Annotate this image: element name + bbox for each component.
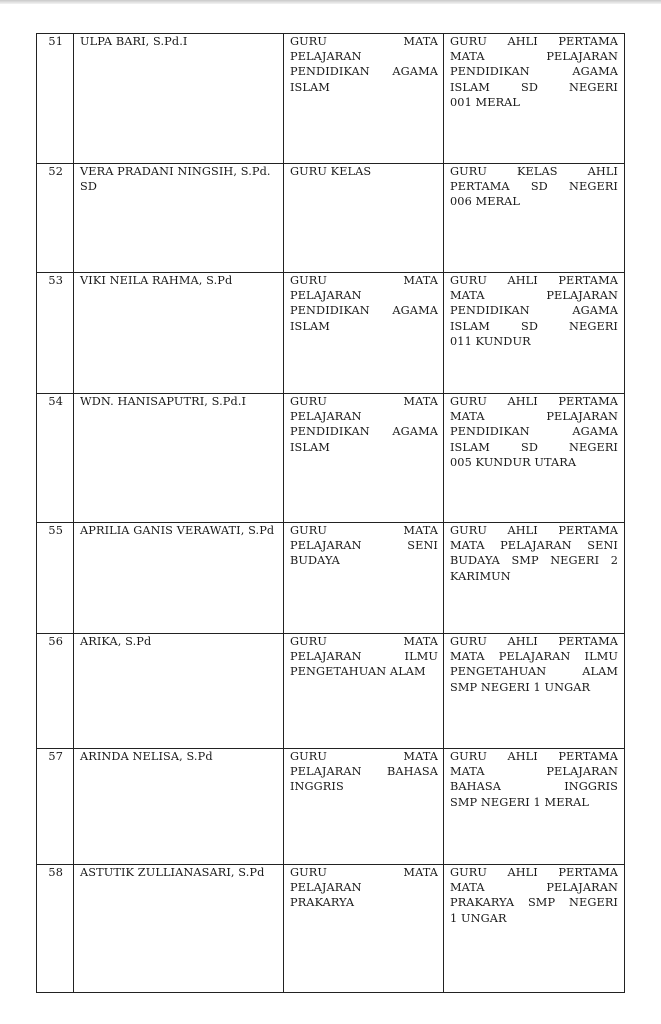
assignment-line: ISLAM SD NEGERI [450, 80, 618, 94]
assignment-line: 001 MERAL [450, 95, 521, 109]
assignment-line: GURU AHLI PERTAMA [450, 866, 618, 879]
position-line: PENDIDIKAN AGAMA [290, 425, 438, 439]
row-number: 53 [48, 274, 63, 287]
row-number: 57 [48, 750, 63, 763]
assignment-line: 011 KUNDUR [450, 334, 531, 348]
assignment-line: GURU AHLI PERTAMA [450, 524, 618, 537]
position-line: PELAJARAN [290, 289, 362, 303]
table-row [37, 749, 625, 865]
assignment-line: GURU AHLI PERTAMA [450, 395, 618, 408]
row-number-cell [37, 164, 74, 273]
row-number-cell [37, 34, 74, 164]
position-line: PELAJARAN SENI [290, 539, 438, 553]
assignment-text [444, 394, 624, 470]
employee-name: ASTUTIK ZULLIANASARI, S.Pd [80, 866, 265, 879]
position-text [284, 749, 443, 795]
assignment-line: PERTAMA SD NEGERI [450, 180, 618, 194]
row-number: 58 [48, 866, 63, 879]
assignment-line: MATA PELAJARAN SENI [450, 539, 618, 553]
table-row [37, 865, 625, 993]
position-line: GURU MATA [290, 635, 438, 648]
position-line: ISLAM [290, 80, 330, 94]
position-text [284, 164, 443, 179]
position-line: GURU MATA [290, 274, 438, 287]
row-number: 51 [48, 35, 63, 48]
position-line: PENDIDIKAN AGAMA [290, 304, 438, 318]
page-top-edge [0, 0, 661, 4]
employee-name-cell [74, 749, 284, 865]
position-line: GURU MATA [290, 395, 438, 408]
assignment-text [444, 865, 624, 926]
employee-table-body [37, 34, 625, 993]
position-line: PRAKARYA [290, 896, 355, 910]
position-line: PELAJARAN [290, 50, 362, 64]
position-line: ISLAM [290, 440, 330, 454]
employee-name-cell [74, 865, 284, 993]
row-number-cell [37, 523, 74, 634]
position-cell [284, 865, 444, 993]
row-number-cell [37, 865, 74, 993]
table-row [37, 634, 625, 749]
employee-name-cell [74, 273, 284, 394]
assignment-line: SMP NEGERI 1 MERAL [450, 795, 590, 809]
assignment-line: BUDAYA SMP NEGERI 2 [450, 554, 618, 568]
position-line: INGGRIS [290, 780, 344, 794]
assignment-text [444, 34, 624, 110]
assignment-line: KARIMUN [450, 569, 511, 583]
assignment-cell [444, 273, 625, 394]
assignment-line: MATA PELAJARAN [450, 410, 618, 424]
table-row [37, 523, 625, 634]
employee-name-cell [74, 394, 284, 523]
position-line: GURU MATA [290, 750, 438, 763]
employee-table [36, 33, 625, 993]
assignment-line: GURU AHLI PERTAMA [450, 35, 618, 48]
assignment-line: ISLAM SD NEGERI [450, 319, 618, 333]
assignment-line: MATA PELAJARAN [450, 881, 618, 895]
position-line: PELAJARAN ILMU [290, 650, 438, 664]
assignment-line: PENDIDIKAN AGAMA [450, 425, 618, 439]
assignment-cell [444, 164, 625, 273]
row-number-cell [37, 749, 74, 865]
row-number: 56 [48, 635, 63, 648]
assignment-line: BAHASA INGGRIS [450, 780, 618, 794]
position-line: PELAJARAN [290, 881, 362, 895]
table-row [37, 394, 625, 523]
assignment-line: MATA PELAJARAN [450, 50, 618, 64]
assignment-line: GURU AHLI PERTAMA [450, 274, 618, 287]
position-line: PELAJARAN BAHASA [290, 765, 438, 779]
employee-name-cell [74, 634, 284, 749]
employee-name-cell [74, 164, 284, 273]
position-line: PENDIDIKAN AGAMA [290, 65, 438, 79]
employee-name: VERA PRADANI NINGSIH, S.Pd. SD [80, 165, 271, 194]
position-text [284, 865, 443, 911]
assignment-line: PENDIDIKAN AGAMA [450, 304, 618, 318]
position-text [284, 34, 443, 95]
employee-name: WDN. HANISAPUTRI, S.Pd.I [80, 395, 247, 408]
table-row [37, 164, 625, 273]
assignment-line: MATA PELAJARAN [450, 289, 618, 303]
employee-name: ULPA BARI, S.Pd.I [80, 35, 188, 48]
assignment-line: PRAKARYA SMP NEGERI [450, 896, 618, 910]
position-cell [284, 34, 444, 164]
assignment-cell [444, 749, 625, 865]
employee-name: APRILIA GANIS VERAWATI, S.Pd [80, 524, 275, 537]
position-cell [284, 273, 444, 394]
position-line: GURU MATA [290, 35, 438, 48]
position-line: GURU KELAS [290, 165, 372, 178]
employee-name-cell [74, 523, 284, 634]
position-text [284, 273, 443, 334]
assignment-cell [444, 523, 625, 634]
position-line: GURU MATA [290, 866, 438, 879]
position-line: GURU MATA [290, 524, 438, 537]
employee-name: ARINDA NELISA, S.Pd [80, 750, 213, 763]
employee-name: VIKI NEILA RAHMA, S.Pd [80, 274, 233, 287]
row-number-cell [37, 634, 74, 749]
position-line: PELAJARAN [290, 410, 362, 424]
assignment-line: GURU AHLI PERTAMA [450, 635, 618, 648]
assignment-text [444, 749, 624, 810]
assignment-line: ISLAM SD NEGERI [450, 440, 618, 454]
assignment-text [444, 634, 624, 695]
position-line: BUDAYA [290, 554, 340, 568]
position-cell [284, 634, 444, 749]
assignment-line: PENGETAHUAN ALAM [450, 665, 618, 679]
table-row [37, 34, 625, 164]
assignment-line: 1 UNGAR [450, 911, 507, 925]
assignment-line: GURU KELAS AHLI [450, 165, 618, 178]
position-text [284, 394, 443, 455]
assignment-line: 006 MERAL [450, 195, 521, 209]
employee-name-cell [74, 34, 284, 164]
position-line: PENGETAHUAN ALAM [290, 665, 426, 679]
row-number-cell [37, 273, 74, 394]
assignment-line: 005 KUNDUR UTARA [450, 455, 577, 469]
assignment-text [444, 523, 624, 584]
position-text [284, 523, 443, 569]
row-number: 55 [48, 524, 63, 537]
assignment-cell [444, 865, 625, 993]
assignment-line: GURU AHLI PERTAMA [450, 750, 618, 763]
assignment-cell [444, 394, 625, 523]
assignment-text [444, 164, 624, 210]
position-line: ISLAM [290, 319, 330, 333]
assignment-cell [444, 634, 625, 749]
assignment-line: PENDIDIKAN AGAMA [450, 65, 618, 79]
row-number: 52 [48, 165, 63, 178]
employee-name: ARIKA, S.Pd [80, 635, 152, 648]
table-row [37, 273, 625, 394]
row-number: 54 [48, 395, 63, 408]
assignment-line: SMP NEGERI 1 UNGAR [450, 680, 591, 694]
assignment-line: MATA PELAJARAN [450, 765, 618, 779]
position-cell [284, 394, 444, 523]
position-cell [284, 523, 444, 634]
assignment-text [444, 273, 624, 349]
position-text [284, 634, 443, 680]
position-cell [284, 164, 444, 273]
assignment-line: MATA PELAJARAN ILMU [450, 650, 618, 664]
row-number-cell [37, 394, 74, 523]
position-cell [284, 749, 444, 865]
assignment-cell [444, 34, 625, 164]
